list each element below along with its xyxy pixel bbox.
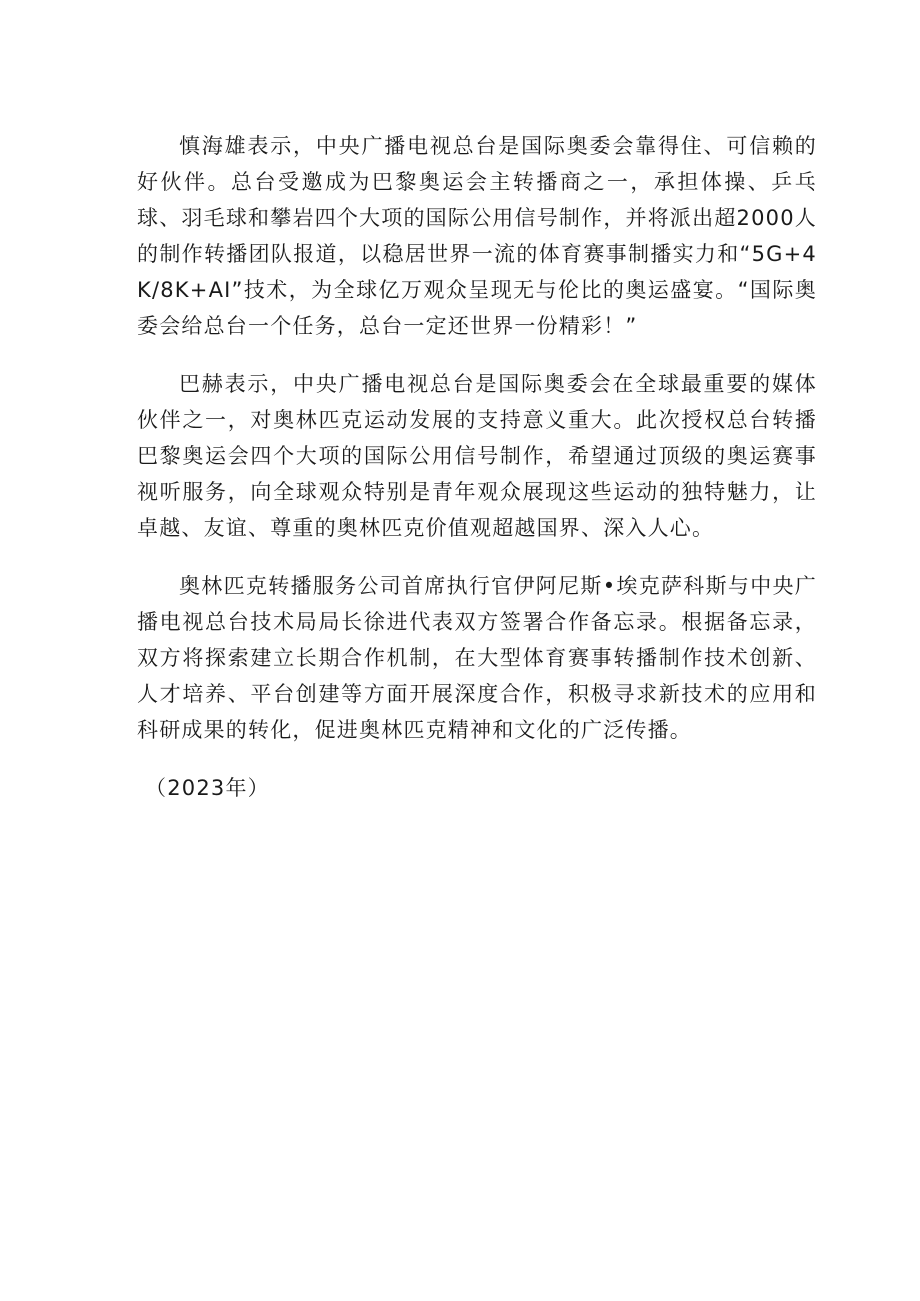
document-body: [137, 128, 817, 806]
year-note: （2023年）: [145, 776, 270, 800]
paragraph-3: 奥林匹克转播服务公司首席执行官伊阿尼斯•埃克萨科斯与中央广播电视总台技术局局长徐进代表双方签署合作备忘录。根据备忘录，双方将探索建立长期合作机制，在大型体育赛事转播制作技术创新、人才培养、平台创建等方面开展深度合作，积极寻求新技术的应用和科研成果的转化，促进奥林匹克精神和文化的广泛传播。: [137, 574, 817, 742]
paragraph-2: 巴赫表示，中央广播电视总台是国际奥委会在全球最重要的媒体伙伴之一，对奥林匹克运动发展的支持意义重大。此次授权总台转播巴黎奥运会四个大项的国际公用信号制作，希望通过顶级的奥运赛事视听服务，向全球观众特别是青年观众展现这些运动的独特魅力，让卓越、友谊、尊重的奥林匹克价值观超越国界、深入人心。: [137, 372, 817, 540]
paragraph-1: 慎海雄表示，中央广播电视总台是国际奥委会靠得住、可信赖的好伙伴。总台受邀成为巴黎奥运会主转播商之一，承担体操、乒乓球、羽毛球和攀岩四个大项的国际公用信号制作，并将派出超2000人的制作转播团队报道，以稳居世界一流的体育赛事制播实力和“5G+4K/8K+AI”技术，为全球亿万观众呈现无与伦比的奥运盛宴。“国际奥委会给总台一个任务，总台一定还世界一份精彩！”: [137, 134, 817, 338]
